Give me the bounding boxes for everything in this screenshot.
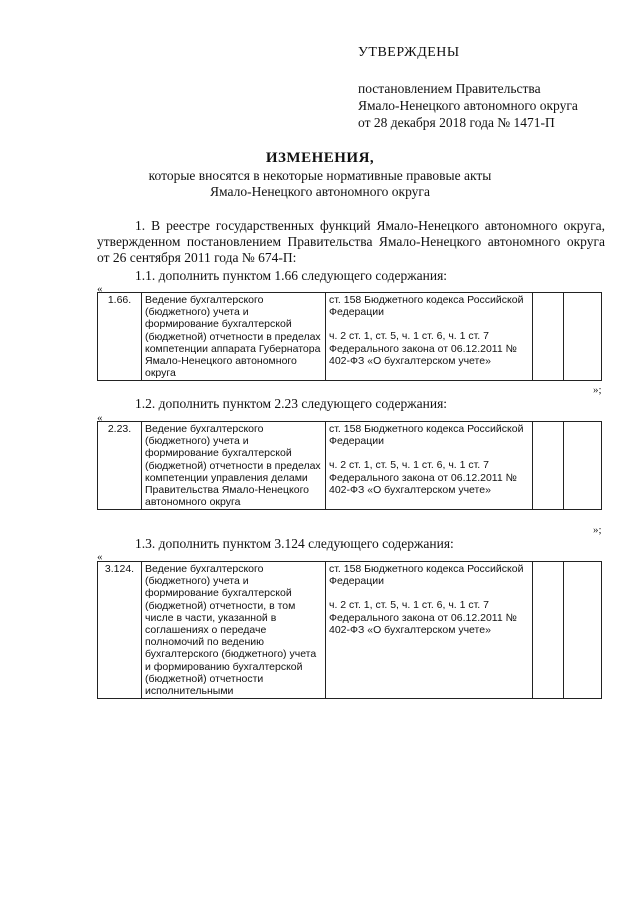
entry-number: 2.23.: [98, 422, 142, 510]
entry-legal-basis: [326, 562, 533, 699]
table-row: [98, 422, 602, 510]
table-row: [98, 293, 602, 381]
legal-basis-code: ст. 158 Бюджетного кодекса Российской Федерации: [329, 563, 524, 588]
entry-name: Ведение бухгалтерского (бюджетного) учета и формирование бухгалтерской (бюджетной) отчетности в пределах компетенции управления делами Правительства Ямало-Ненецкого автономного округа: [142, 422, 326, 510]
empty-cell: [533, 293, 564, 381]
approval-line: Ямало-Ненецкого автономного округа: [358, 98, 578, 113]
document-subtitle: которые вносятся в некоторые нормативные правовые акты: [148, 168, 492, 183]
empty-cell: [564, 422, 602, 510]
approval-heading: УТВЕРЖДЕНЫ: [358, 45, 460, 60]
entry-legal-basis: [326, 422, 533, 510]
entry-number: 3.124.: [98, 562, 142, 699]
entry-name: Ведение бухгалтерского (бюджетного) учета и формирование бухгалтерской (бюджетной) отчетности в пределах компетенции аппарата Губернатора Ямало-Ненецкого автономного округа: [142, 293, 326, 381]
close-quote: »;: [593, 384, 602, 396]
open-quote: «: [97, 283, 103, 295]
document-subtitle: Ямало-Ненецкого автономного округа: [210, 184, 430, 199]
approval-stamp: [358, 44, 578, 131]
open-quote: «: [97, 551, 103, 563]
document-title: ИЗМЕНЕНИЯ,: [265, 150, 375, 166]
register-entry-table: [97, 561, 602, 699]
legal-basis-law: ч. 2 ст. 1, ст. 5, ч. 1 ст. 6, ч. 1 ст. 7 Федерального закона от 06.12.2011 № 402-ФЗ «О бухгалтерском учете»: [329, 459, 517, 496]
register-entry-table: [97, 292, 602, 381]
empty-cell: [564, 293, 602, 381]
intro-paragraph: [97, 218, 605, 266]
legal-basis-law: ч. 2 ст. 1, ст. 5, ч. 1 ст. 6, ч. 1 ст. 7 Федерального закона от 06.12.2011 № 402-ФЗ «О бухгалтерском учете»: [329, 599, 517, 636]
legal-basis-code: ст. 158 Бюджетного кодекса Российской Федерации: [329, 294, 524, 319]
empty-cell: [533, 422, 564, 510]
approval-line: постановлением Правительства: [358, 81, 541, 96]
item-heading: 1.2. дополнить пунктом 2.23 следующего содержания:: [135, 396, 448, 411]
intro-text: 1. В реестре государственных функций Ямало-Ненецкого автономного округа, утвержденном постановлением Правительства Ямало-Ненецкого автономного округа от 26 сентября 2011 года № 674-П:: [97, 218, 605, 265]
entry-legal-basis: [326, 293, 533, 381]
close-quote: »;: [593, 524, 602, 536]
legal-basis-law: ч. 2 ст. 1, ст. 5, ч. 1 ст. 6, ч. 1 ст. 7 Федерального закона от 06.12.2011 № 402-ФЗ «О бухгалтерском учете»: [329, 330, 517, 367]
register-entry-table: [97, 421, 602, 510]
empty-cell: [533, 562, 564, 699]
open-quote: «: [97, 412, 103, 424]
empty-cell: [564, 562, 602, 699]
legal-basis-code: ст. 158 Бюджетного кодекса Российской Федерации: [329, 423, 524, 448]
table-row: [98, 562, 602, 699]
approval-line: от 28 декабря 2018 года № 1471-П: [358, 115, 555, 130]
entry-name: Ведение бухгалтерского (бюджетного) учета и формирование бухгалтерской (бюджетной) отчетности, в том числе в части, указанной в соглашениях о передаче полномочий по ведению бухгалтерского (бюджетного) учета и формированию бухгалтерской (бюджетной) отчетности исполнительными: [142, 562, 326, 699]
item-heading: 1.1. дополнить пунктом 1.66 следующего содержания:: [135, 268, 448, 283]
item-heading: 1.3. дополнить пунктом 3.124 следующего содержания:: [135, 536, 454, 551]
entry-number: 1.66.: [98, 293, 142, 381]
